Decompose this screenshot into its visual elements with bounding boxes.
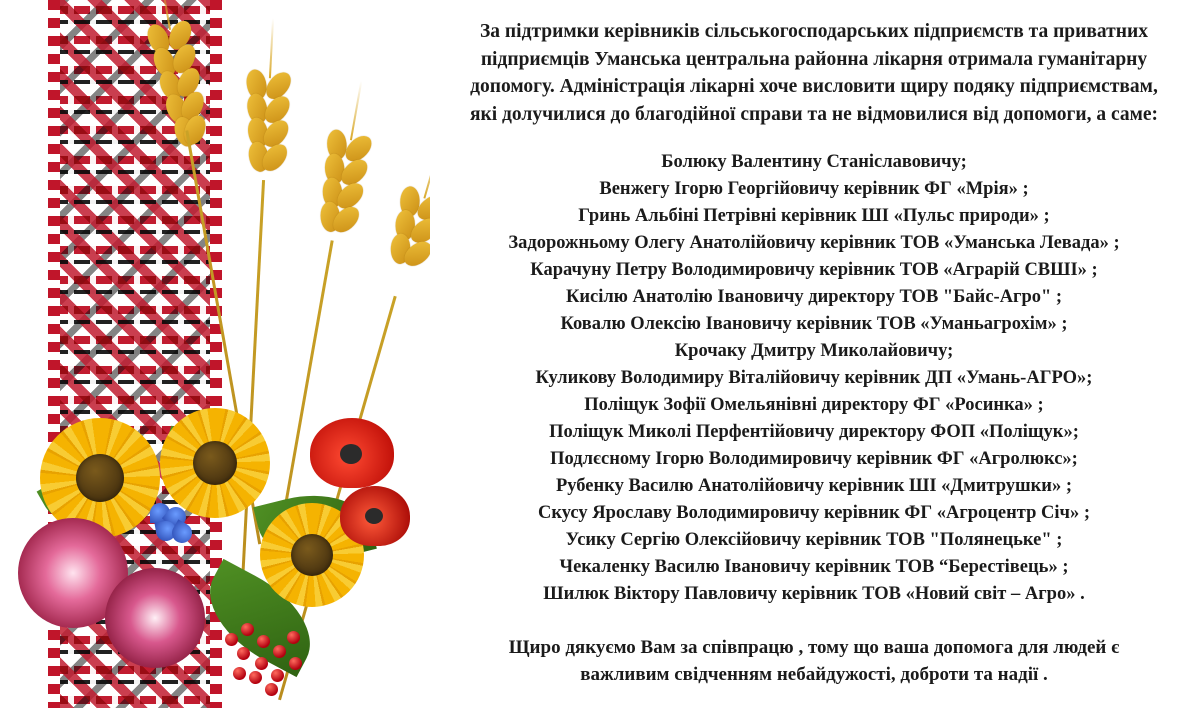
poppy-center	[365, 508, 383, 524]
wheat-awn	[350, 81, 362, 140]
poppy-center	[340, 444, 362, 464]
wheat-grain-cluster	[146, 18, 214, 164]
viburnum-berries	[225, 623, 345, 703]
list-item: Усику Сергію Олексійовичу керівник ТОВ "Полянецьке" ;	[565, 529, 1063, 550]
list-item: Ковалю Олексію Івановичу керівник ТОВ «Уманьагрохім» ;	[560, 313, 1068, 334]
list-item: Шилюк Віктору Павловичу керівник ТОВ «Новий світ – Агро» .	[543, 583, 1085, 604]
mallow-flower	[30, 618, 122, 704]
list-item: Скусу Ярославу Володимировичу керівник ФГ «Агроцентр Січ» ;	[537, 502, 1090, 523]
left-decorative-illustration	[0, 0, 430, 708]
intro-paragraph: За підтримки керівників сільськогосподарських підприємств та приватних підприємців Уманська центральна районна лікарня отримала гуманітарну допомогу. Адміністрація лікарні хоче висловити щиру подяку підприємствам, які долучилися до благодійної справи та не відмовилися від допомоги, а саме:	[469, 21, 1159, 126]
wheat-grain-cluster	[240, 69, 291, 211]
closing-paragraph: Щиро дякуємо Вам за співпрацю , тому що ваша допомога для людей є важливим свідченням небайдужості, доброти та надії .	[508, 636, 1120, 686]
list-item: Карачуну Петру Володимировичу керівник ТОВ «Аграрій СВШІ» ;	[530, 259, 1098, 280]
donors-list	[454, 149, 1174, 608]
wheat-ear	[240, 69, 291, 211]
list-item: Венжегу Ігорю Георгійовичу керівник ФГ «Мрія» ;	[599, 178, 1029, 199]
wheat-ear	[146, 18, 214, 164]
list-item: Крочаку Дмитру Миколайовичу;	[674, 340, 954, 361]
letter-text-column	[430, 0, 1200, 708]
poppy-flower	[340, 486, 410, 546]
sunflower-center	[291, 534, 333, 576]
list-item: Рубенку Василю Анатолійовичу керівник ШІ «Дмитрушки» ;	[555, 475, 1072, 496]
sunflower-center	[76, 454, 124, 502]
sunflower-center	[193, 441, 237, 485]
list-item: Задорожньому Олегу Анатолійовичу керівник ТОВ «Уманська Левада» ;	[508, 232, 1120, 253]
list-item: Кисілю Анатолію Івановичу директору ТОВ "Байс-Агро" ;	[565, 286, 1063, 307]
list-item: Куликову Володимиру Віталійовичу керівник ДП «Умань-АГРО»;	[535, 367, 1093, 388]
wheat-ear	[366, 184, 430, 331]
list-item: Подлєсному Ігорю Володимировичу керівник ФГ «Агролюкс»;	[550, 448, 1078, 469]
list-item: Гринь Альбіні Петрівні керівник ШІ «Пульс природи» ;	[578, 205, 1050, 226]
list-item: Поліщук Миколі Перфентійовичу директору ФОП «Поліщук»;	[549, 421, 1079, 442]
poppy-flower	[310, 418, 394, 488]
wheat-ear	[305, 128, 373, 274]
wheat-grain-cluster	[366, 184, 430, 331]
wheat-grain-cluster	[305, 128, 373, 274]
wheat-awn	[269, 18, 274, 78]
wheat-awn	[423, 140, 430, 198]
flower-bouquet	[10, 408, 430, 708]
list-item: Поліщук Зофії Омельянівні директору ФГ «Росинка» ;	[584, 394, 1044, 415]
list-item: Болюку Валентину Станіславовичу;	[661, 151, 967, 172]
list-item: Чекаленку Василю Івановичу керівник ТОВ “Берестівець» ;	[559, 556, 1069, 577]
